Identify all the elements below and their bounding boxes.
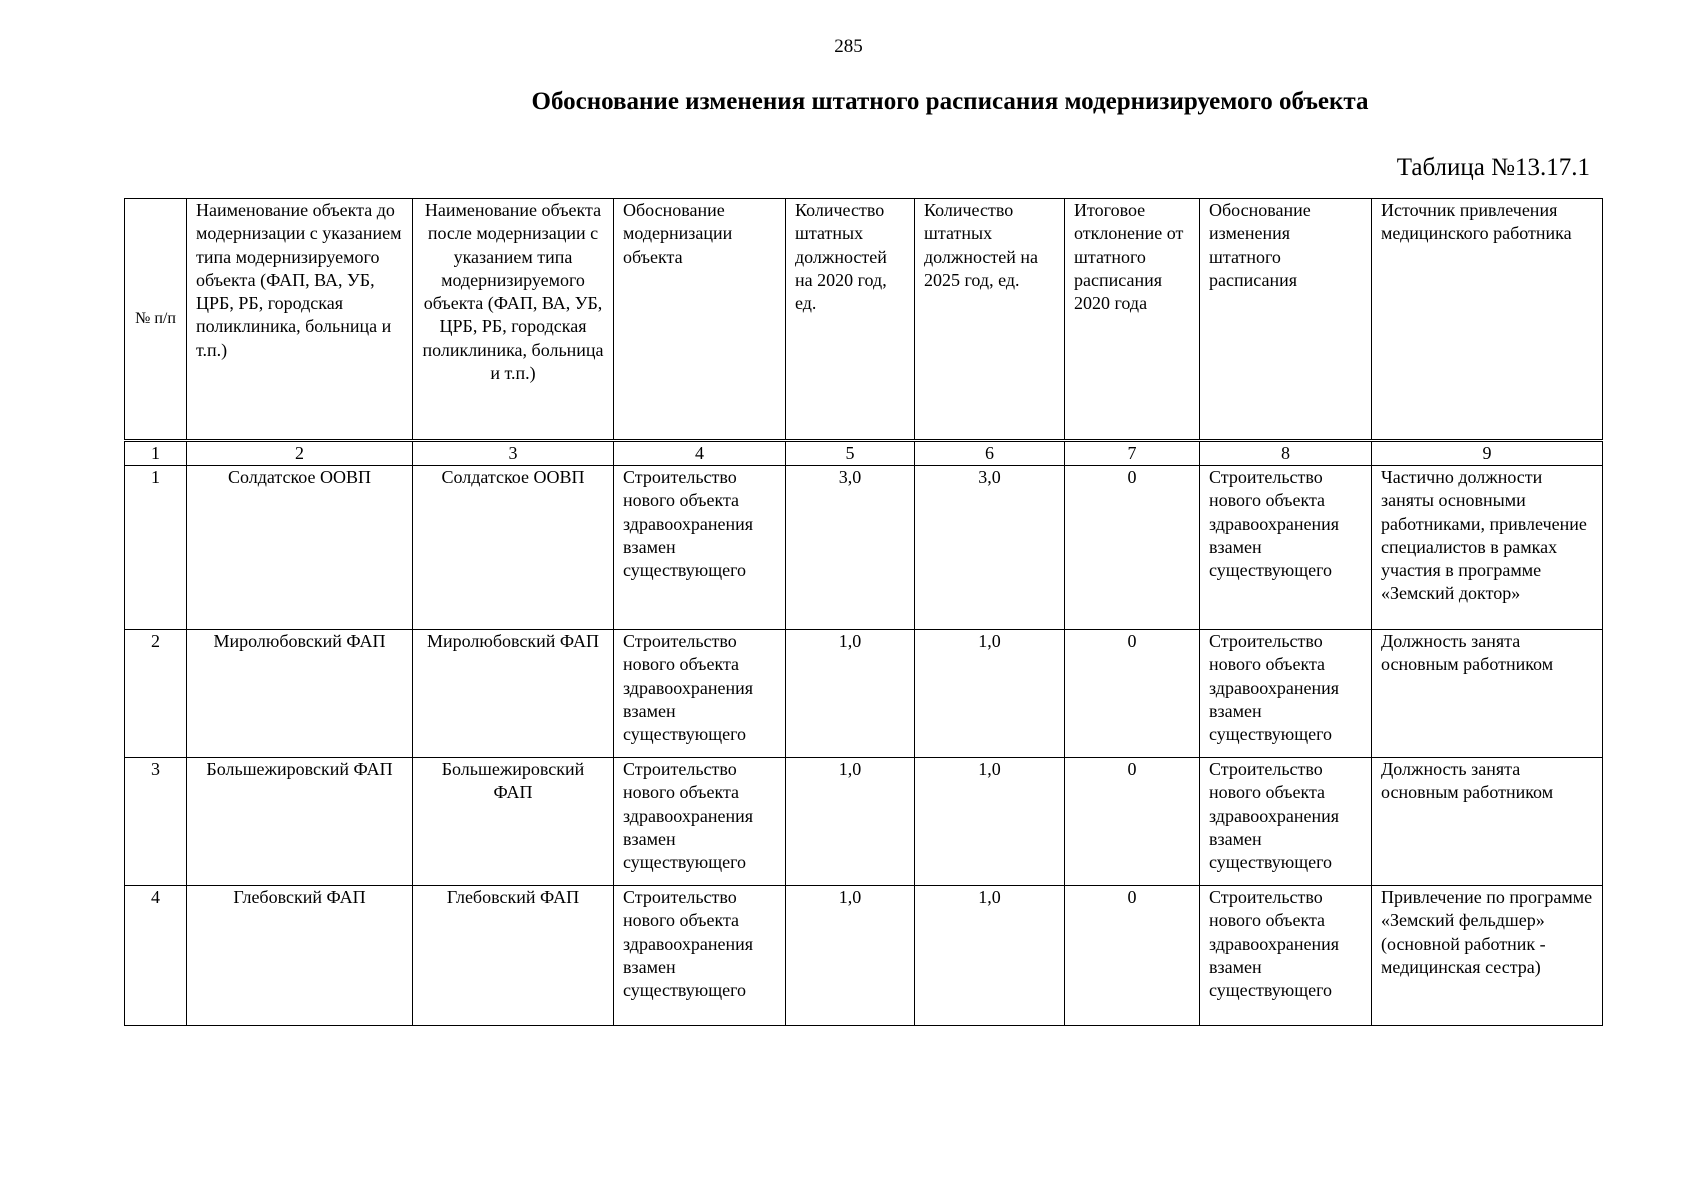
page-number: 285 xyxy=(834,36,863,57)
cell-staff-2020: 1,0 xyxy=(786,630,915,758)
cell-staff-2025: 1,0 xyxy=(915,886,1065,1026)
cell-change-reason: Строительство нового объекта здравоохранения взамен существующего xyxy=(1200,630,1372,758)
header-row xyxy=(125,199,1603,441)
cell-staff-2025: 1,0 xyxy=(915,758,1065,886)
cell-change-reason: Строительство нового объекта здравоохранения взамен существующего xyxy=(1200,886,1372,1026)
header-cell-staff-2025: Количество штатных должностей на 2025 год, ед. xyxy=(915,199,1065,441)
column-number-cell: 2 xyxy=(187,441,413,466)
cell-staff-2020: 1,0 xyxy=(786,886,915,1026)
header-cell-name-before: Наименование объекта до модернизации с указанием типа модернизируемого объекта (ФАП, ВА, УБ, ЦРБ, РБ, городская поликлиника, больница и т.п.) xyxy=(187,199,413,441)
column-number-cell: 9 xyxy=(1372,441,1603,466)
cell-name-before: Миролюбовский ФАП xyxy=(187,630,413,758)
table-row xyxy=(125,758,1603,886)
cell-name-after: Глебовский ФАП xyxy=(413,886,614,1026)
header-cell-num: № п/п xyxy=(125,199,187,441)
cell-name-after: Солдатское ООВП xyxy=(413,466,614,630)
header-cell-change-reason: Обоснование изменения штатного расписания xyxy=(1200,199,1372,441)
header-cell-justification: Обоснование модернизации объекта xyxy=(614,199,786,441)
cell-deviation: 0 xyxy=(1065,758,1200,886)
page-title: Обоснование изменения штатного расписания модернизируемого объекта xyxy=(531,88,1369,115)
column-number-cell: 6 xyxy=(915,441,1065,466)
header-cell-source: Источник привлечения медицинского работника xyxy=(1372,199,1603,441)
cell-justification: Строительство нового объекта здравоохранения взамен существующего xyxy=(614,886,786,1026)
cell-num: 1 xyxy=(125,466,187,630)
table-row xyxy=(125,466,1603,630)
cell-num: 2 xyxy=(125,630,187,758)
cell-name-after: Миролюбовский ФАП xyxy=(413,630,614,758)
cell-name-before: Солдатское ООВП xyxy=(187,466,413,630)
cell-change-reason: Строительство нового объекта здравоохранения взамен существующего xyxy=(1200,758,1372,886)
cell-staff-2020: 1,0 xyxy=(786,758,915,886)
cell-change-reason: Строительство нового объекта здравоохранения взамен существующего xyxy=(1200,466,1372,630)
column-number-cell: 5 xyxy=(786,441,915,466)
header-cell-name-after: Наименование объекта после модернизации с указанием типа модернизируемого объекта (ФАП, ВА, УБ, ЦРБ, РБ, городская поликлиника, больница и т.п.) xyxy=(413,199,614,441)
staffing-table xyxy=(124,198,1603,1026)
cell-name-before: Глебовский ФАП xyxy=(187,886,413,1026)
column-number-cell: 1 xyxy=(125,441,187,466)
column-number-cell: 8 xyxy=(1200,441,1372,466)
cell-source: Должность занята основным работником xyxy=(1372,758,1603,886)
column-number-cell: 7 xyxy=(1065,441,1200,466)
header-cell-staff-2020: Количество штатных должностей на 2020 год, ед. xyxy=(786,199,915,441)
column-number-cell: 3 xyxy=(413,441,614,466)
cell-source: Частично должности заняты основными работниками, привлечение специалистов в рамках участия в программе «Земский доктор» xyxy=(1372,466,1603,630)
table-row xyxy=(125,630,1603,758)
column-number-row xyxy=(125,441,1603,466)
cell-staff-2020: 3,0 xyxy=(786,466,915,630)
table-row xyxy=(125,886,1603,1026)
cell-source: Должность занята основным работником xyxy=(1372,630,1603,758)
cell-staff-2025: 1,0 xyxy=(915,630,1065,758)
cell-staff-2025: 3,0 xyxy=(915,466,1065,630)
table-caption: Таблица №13.17.1 xyxy=(1396,154,1590,181)
column-number-cell: 4 xyxy=(614,441,786,466)
cell-deviation: 0 xyxy=(1065,466,1200,630)
cell-name-after: Большежировский ФАП xyxy=(413,758,614,886)
cell-name-before: Большежировский ФАП xyxy=(187,758,413,886)
header-cell-deviation: Итоговое отклонение от штатного расписания 2020 года xyxy=(1065,199,1200,441)
cell-source: Привлечение по программе «Земский фельдшер» (основной работник - медицинская сестра) xyxy=(1372,886,1603,1026)
cell-deviation: 0 xyxy=(1065,886,1200,1026)
cell-num: 3 xyxy=(125,758,187,886)
cell-justification: Строительство нового объекта здравоохранения взамен существующего xyxy=(614,466,786,630)
cell-justification: Строительство нового объекта здравоохранения взамен существующего xyxy=(614,630,786,758)
cell-num: 4 xyxy=(125,886,187,1026)
cell-justification: Строительство нового объекта здравоохранения взамен существующего xyxy=(614,758,786,886)
cell-deviation: 0 xyxy=(1065,630,1200,758)
